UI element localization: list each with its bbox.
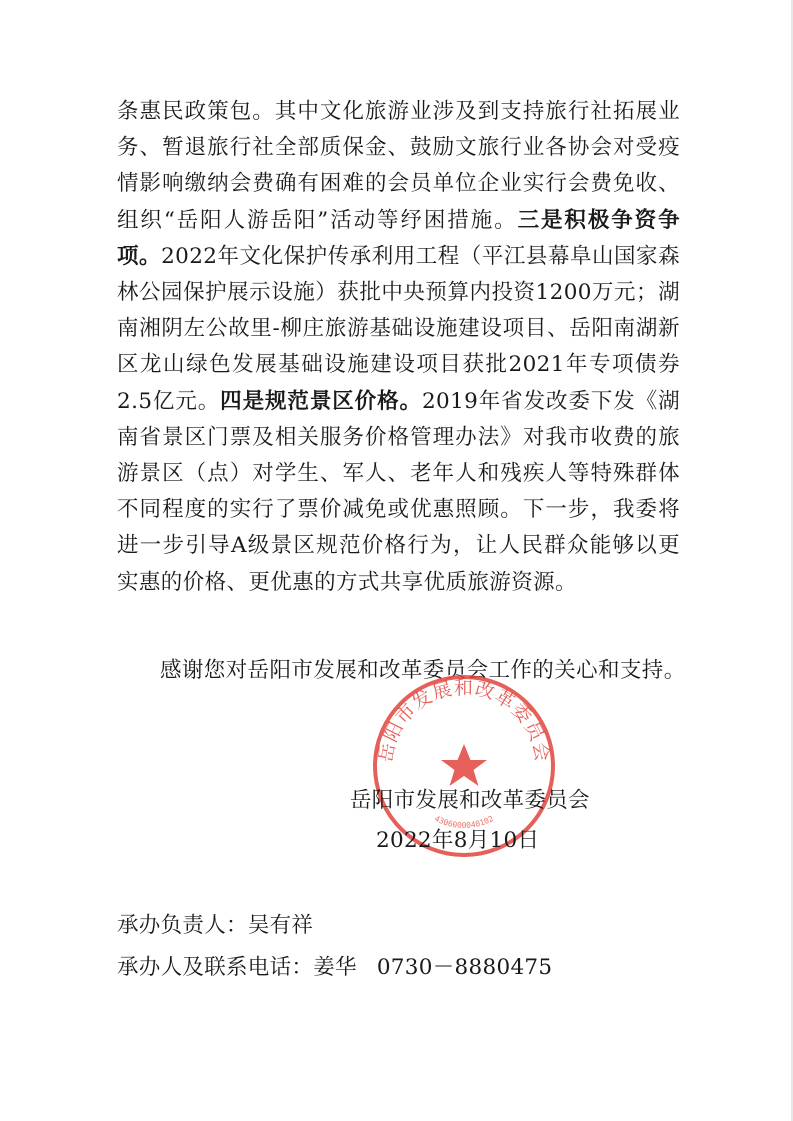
thanks-line: 感谢您对岳阳市发展和改革委员会工作的关心和支持。 bbox=[160, 658, 686, 683]
responsible-label: 承办负责人： bbox=[117, 913, 248, 938]
handler-phone: 0730－8880475 bbox=[376, 955, 553, 980]
body-text-part-3: 2019年省发改委下发《湖南省景区门票及相关服务价格管理办法》对我市收费的旅游景区（点）对学生、军人、老年人和残疾人等特殊群体不同程度的实行了票价减免或优惠照顾。下一步，我委将进一步引导A级景区规范价格行为，让人民群众能够以更实惠的价格、更优惠的方式共享优质旅游资源。 bbox=[117, 388, 681, 595]
responsible-person-line bbox=[117, 911, 313, 941]
body-text-part-2: 2022年文化保护传承利用工程（平江县幕阜山国家森林公园保护展示设施）获批中央预算内投资1200万元；湖南湘阴左公故里-柳庄旅游基础设施建设项目、岳阳南湖新区龙山绿色发展基础设施建设项目获批2021年专项债券2.5亿元。 bbox=[117, 243, 680, 414]
body-text-part-1: 条惠民政策包。其中文化旅游业涉及到支持旅行社拓展业务、暂退旅行社全部质保金、鼓励文旅行业各协会对受疫情影响缴纳会费确有困难的会员单位企业实行会费免收、组织“岳阳人游岳阳”活动等纾困措施。 bbox=[117, 99, 680, 233]
seal-text: 岳阳市发展和改革委员会 bbox=[374, 677, 554, 764]
handler-label: 承办人及联系电话： bbox=[117, 955, 314, 980]
body-paragraph bbox=[117, 94, 680, 601]
responsible-name: 吴有祥 bbox=[247, 913, 314, 938]
seal-star-icon bbox=[441, 744, 487, 786]
point-four-heading: 四是规范景区价格。 bbox=[220, 388, 422, 414]
signature-org: 岳阳市发展和改革委员会 bbox=[350, 788, 590, 813]
seal-code: 4306000040102 bbox=[433, 814, 495, 830]
point-three-heading: 三是积极争资争项。 bbox=[117, 207, 680, 269]
signature-date: 2022年8月10日 bbox=[376, 828, 540, 853]
handler-name: 姜华 bbox=[313, 955, 357, 980]
handler-contact-line bbox=[117, 953, 552, 983]
